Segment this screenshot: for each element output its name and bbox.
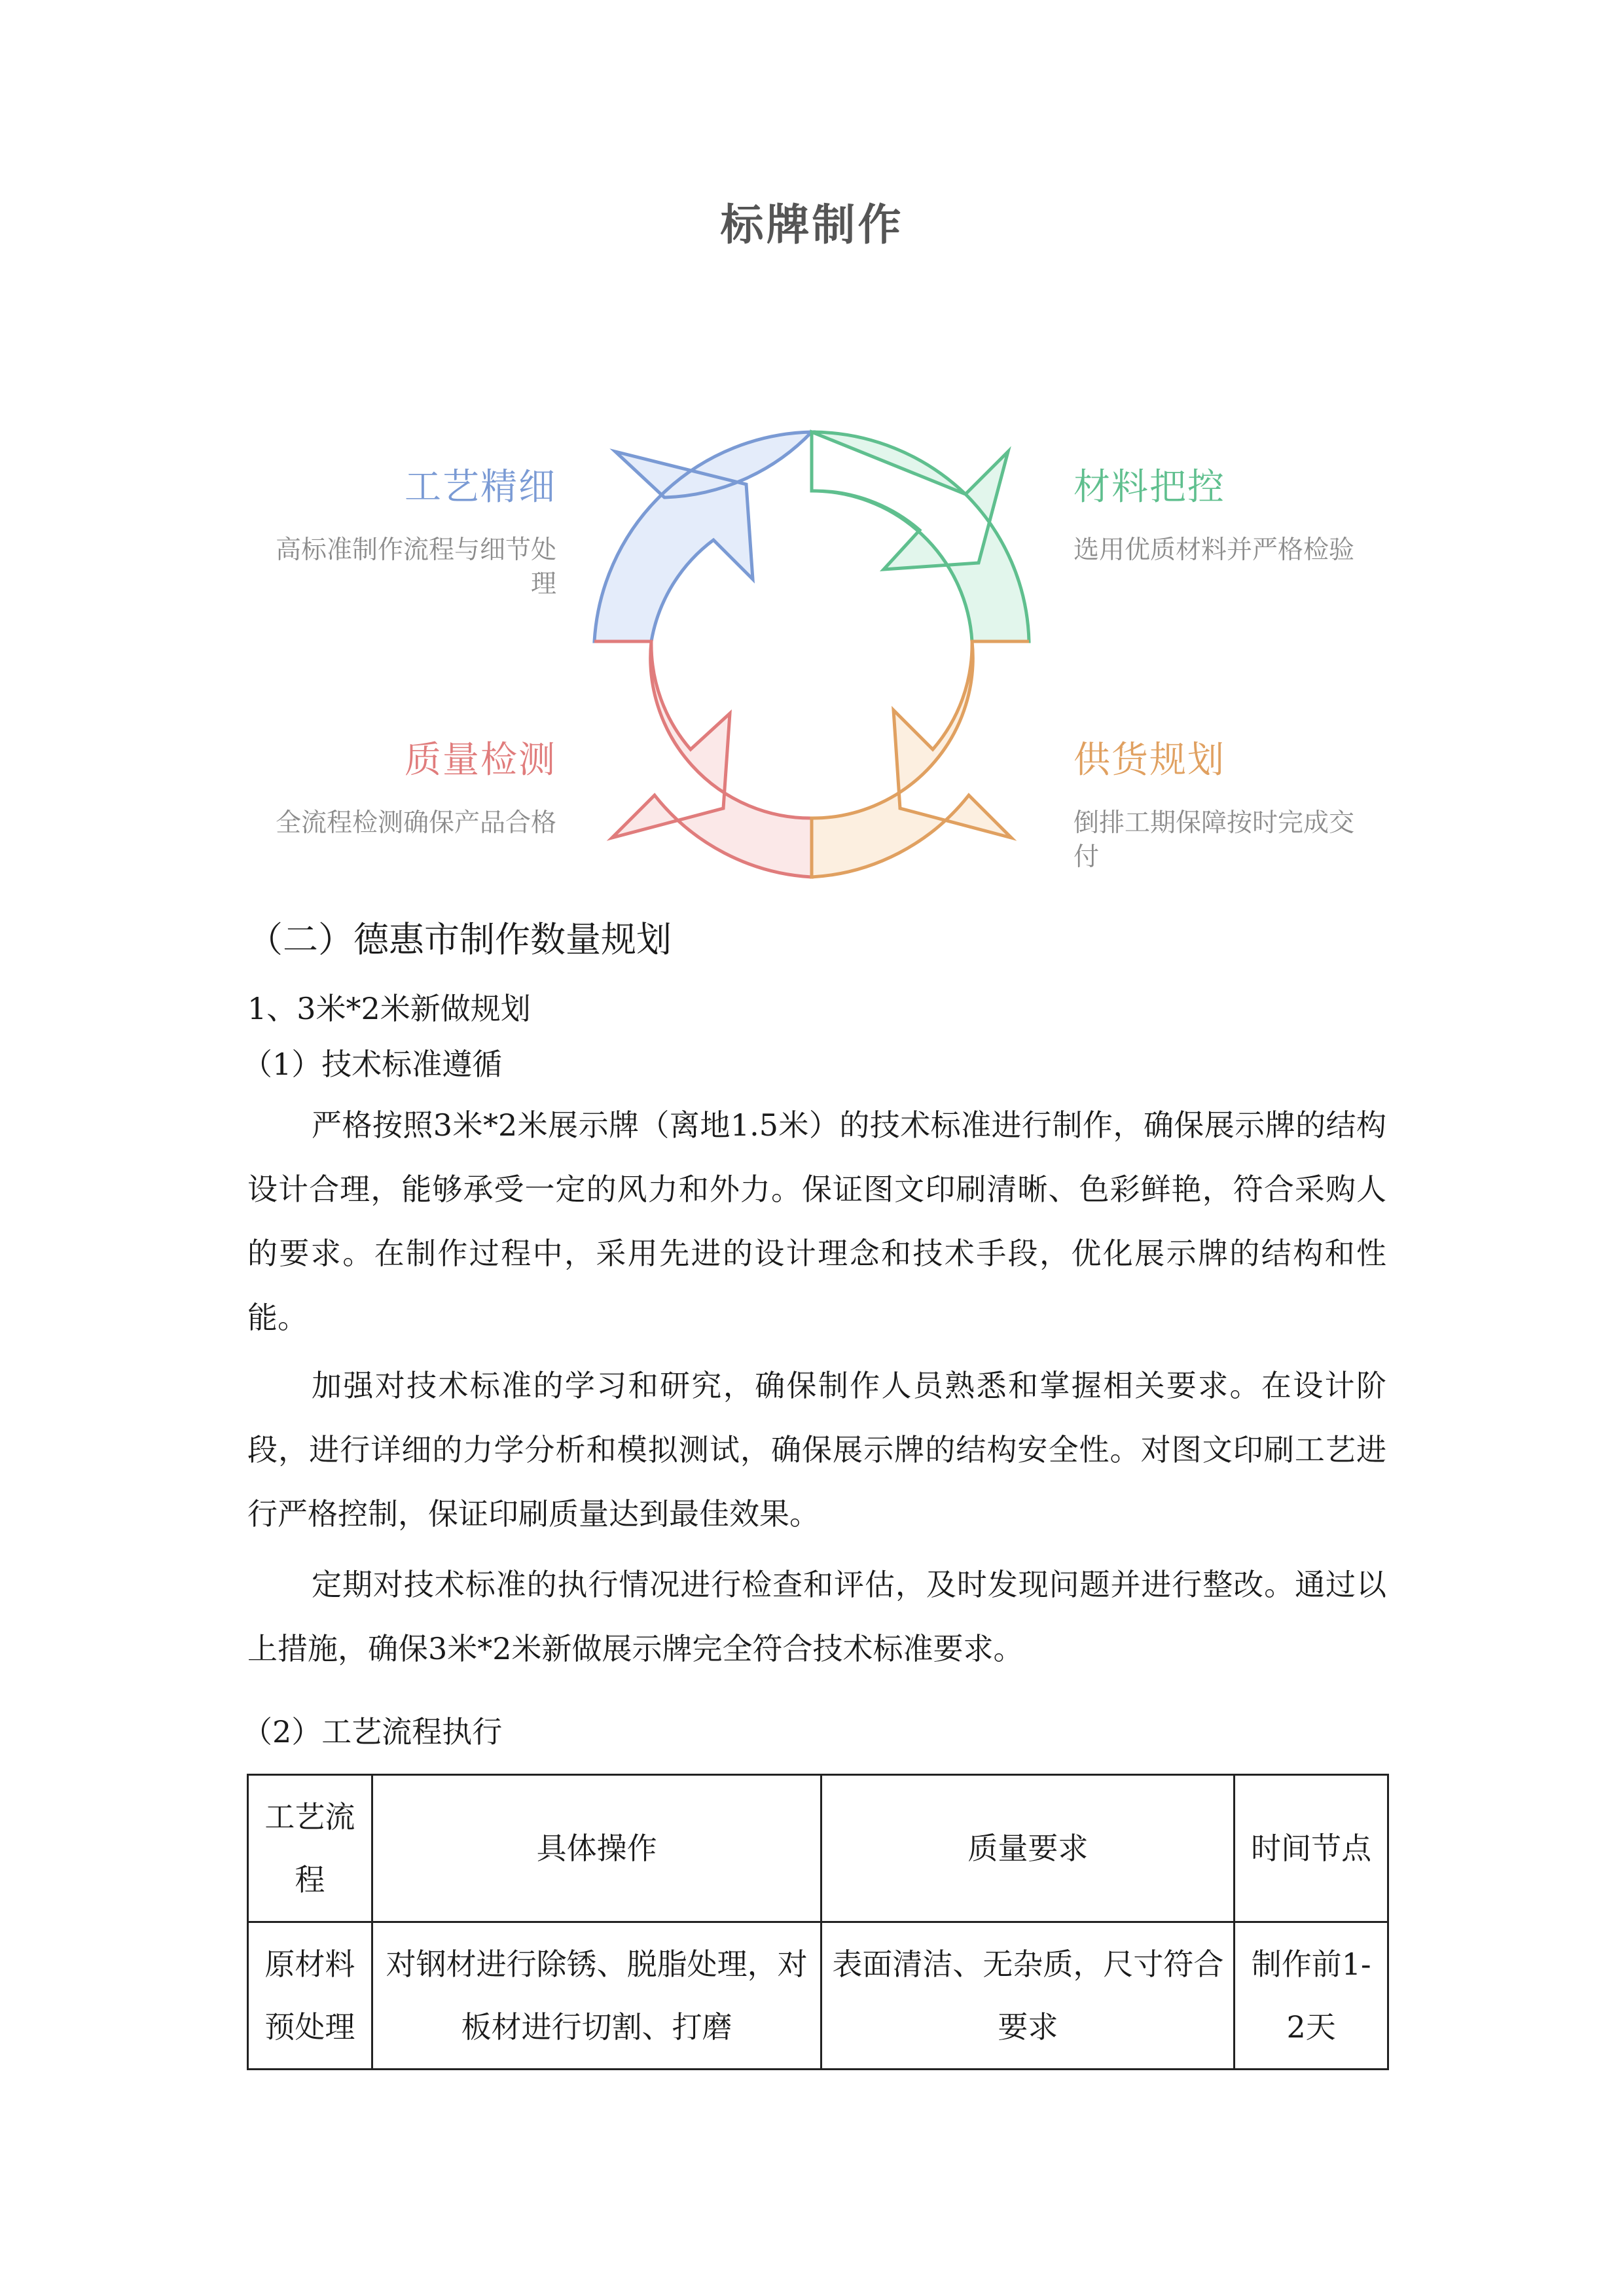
table-cell: 对钢材进行除锈、脱脂处理，对板材进行切割、打磨 xyxy=(372,1922,821,2070)
cycle-segment-supply xyxy=(812,641,1029,877)
table-row xyxy=(248,1922,1388,2070)
table-cell: 制作前1-2天 xyxy=(1235,1922,1388,2070)
process-table xyxy=(247,1774,1389,2070)
paragraph-1 xyxy=(247,1093,1386,1350)
paragraph-3-text: 定期对技术标准的执行情况进行检查和评估，及时发现问题并进行整改。通过以上措施，确保3米*2米新做展示牌完全符合技术标准要求。 xyxy=(247,1567,1386,1666)
paragraph-2-text: 加强对技术标准的学习和研究，确保制作人员熟悉和掌握相关要求。在设计阶段，进行详细的力学分析和模拟测试，确保展示牌的结构安全性。对图文印刷工艺进行严格控制，保证印刷质量达到最佳效果。 xyxy=(247,1368,1386,1532)
table-header-row xyxy=(248,1775,1388,1922)
section-heading: （二）德惠市制作数量规划 xyxy=(247,919,672,960)
table-header-cell: 时间节点 xyxy=(1235,1775,1388,1922)
cycle-segment-material xyxy=(812,432,1029,641)
cycle-diagram xyxy=(576,419,1047,890)
table-cell: 表面清洁、无杂质，尺寸符合要求 xyxy=(821,1922,1235,2070)
paragraph-3 xyxy=(247,1552,1386,1681)
paragraph-2 xyxy=(247,1354,1386,1546)
label-material-desc: 选用优质材料并严格检验 xyxy=(1074,535,1355,565)
label-quality-title: 质量检测 xyxy=(405,739,556,781)
subsection-heading: 1、3米*2米新做规划 xyxy=(247,991,531,1026)
cycle-segment-quality xyxy=(594,641,812,877)
subsubsection-heading-2: （2）工艺流程执行 xyxy=(242,1714,503,1749)
table-header-cell: 工艺流程 xyxy=(248,1775,372,1922)
table-cell: 原材料预处理 xyxy=(248,1922,372,2070)
table-header-cell: 质量要求 xyxy=(821,1775,1235,1922)
label-quality-desc: 全流程检测确保产品合格 xyxy=(275,808,556,838)
diagram-title: 标牌制作 xyxy=(720,200,904,250)
label-supply-desc: 倒排工期保障按时完成交付 xyxy=(1074,808,1355,872)
label-supply-title: 供货规划 xyxy=(1074,739,1225,781)
paragraph-1-text: 严格按照3米*2米展示牌（离地1.5米）的技术标准进行制作，确保展示牌的结构设计合理，能够承受一定的风力和外力。保证图文印刷清晰、色彩鲜艳，符合采购人的要求。在制作过程中，采用先进的设计理念和技术手段，优化展示牌的结构和性能。 xyxy=(247,1107,1386,1335)
label-craft-title: 工艺精细 xyxy=(405,466,556,509)
table-header-cell: 具体操作 xyxy=(372,1775,821,1922)
label-craft-desc: 高标准制作流程与细节处理 xyxy=(275,535,556,599)
subsubsection-heading-1: （1）技术标准遵循 xyxy=(242,1047,503,1082)
label-material-title: 材料把控 xyxy=(1074,466,1225,509)
cycle-segment-craft xyxy=(594,432,812,641)
